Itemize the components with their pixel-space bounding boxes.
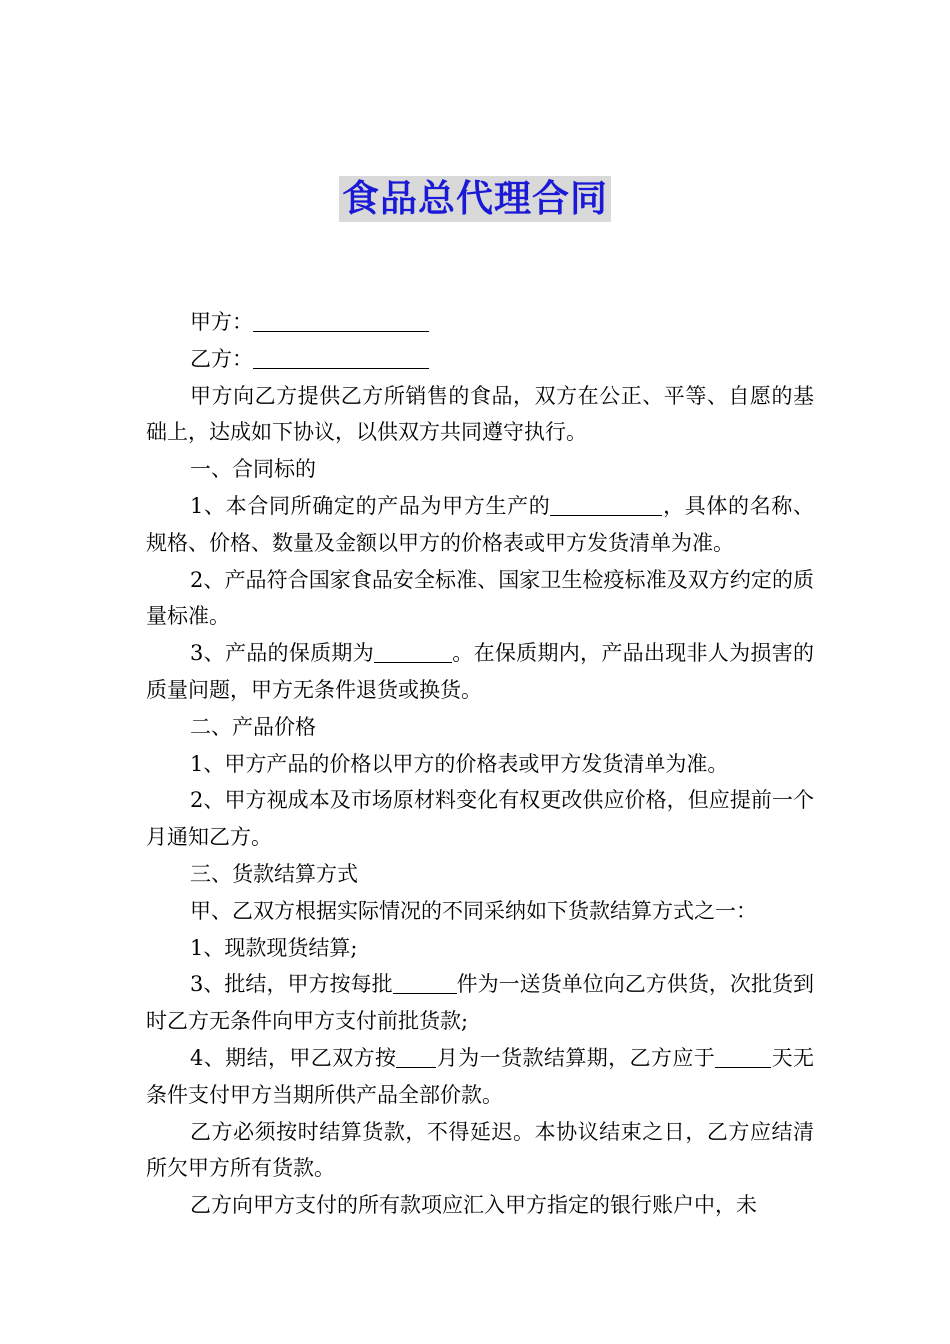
clause-3-1: 1、现款现货结算; xyxy=(190,935,358,960)
clause-3-intro: 甲、乙双方根据实际情况的不同采纳如下货款结算方式之一： xyxy=(190,898,757,923)
clause-3-4-text-b: 月为一货款结算期，乙方应于 xyxy=(436,1045,716,1070)
clause-2-1: 1、甲方产品的价格以甲方的价格表或甲方发货清单为准。 xyxy=(190,751,729,776)
clause-3-3 xyxy=(146,966,814,1040)
clause-1-1 xyxy=(146,488,814,562)
product-blank xyxy=(550,493,662,516)
document-body xyxy=(146,304,814,1224)
party-a-label: 甲方： xyxy=(190,310,253,334)
clause-3-3-text-b: 件为一送货单位向乙方供货，次批货到时乙方无条件向甲方支付前批货款; xyxy=(146,972,814,1034)
clause-3-4 xyxy=(146,1040,814,1114)
party-a-line xyxy=(146,304,814,341)
party-b-label: 乙方： xyxy=(190,346,253,371)
period-blank xyxy=(396,1045,436,1068)
bank-account-paragraph: 乙方向甲方支付的所有款项应汇入甲方指定的银行账户中，未 xyxy=(190,1193,757,1218)
clause-2-2: 2、甲方视成本及市场原材料变化有权更改供应价格，但应提前一个月通知乙方。 xyxy=(146,788,814,850)
clause-1-3-text-a: 3、产品的保质期为 xyxy=(190,641,374,666)
payment-obligation-paragraph: 乙方必须按时结算货款，不得延迟。本协议结束之日，乙方应结清所欠甲方所有货款。 xyxy=(146,1119,814,1181)
party-a-blank xyxy=(253,309,429,332)
title-container xyxy=(0,176,950,222)
party-b-line xyxy=(146,341,814,378)
section-2-heading: 二、产品价格 xyxy=(190,714,316,739)
section-1-heading: 一、合同标的 xyxy=(190,457,316,482)
days-blank xyxy=(715,1045,771,1068)
document-title: 食品总代理合同 xyxy=(339,176,611,222)
clause-3-4-text-a: 4、期结，甲乙双方按 xyxy=(190,1045,397,1070)
shelf-life-blank xyxy=(374,640,452,663)
batch-blank xyxy=(393,971,457,994)
clause-3-4-text-c: 天无条件支付甲方当期所供产品全部价款。 xyxy=(146,1045,815,1107)
clause-3-3-text-a: 3、批结，甲方按每批 xyxy=(190,972,393,997)
intro-paragraph: 甲方向乙方提供乙方所销售的食品，双方在公正、平等、自愿的基础上，达成如下协议，以供双方共同遵守执行。 xyxy=(146,383,814,445)
clause-1-1-text-a: 1、本合同所确定的产品为甲方生产的 xyxy=(190,493,551,518)
section-3-heading: 三、货款结算方式 xyxy=(190,861,358,886)
clause-1-3-text-b: 。在保质期内，产品出现非人为损害的质量问题，甲方无条件退货或换货。 xyxy=(146,641,814,702)
clause-1-2: 2、产品符合国家食品安全标准、国家卫生检疫标准及双方约定的质量标准。 xyxy=(146,567,814,629)
clause-1-1-text-b: ，具体的名称、规格、价格、数量及金额以甲方的价格表或甲方发货清单为准。 xyxy=(146,493,815,555)
clause-1-3 xyxy=(146,635,814,709)
party-b-blank xyxy=(253,346,429,369)
